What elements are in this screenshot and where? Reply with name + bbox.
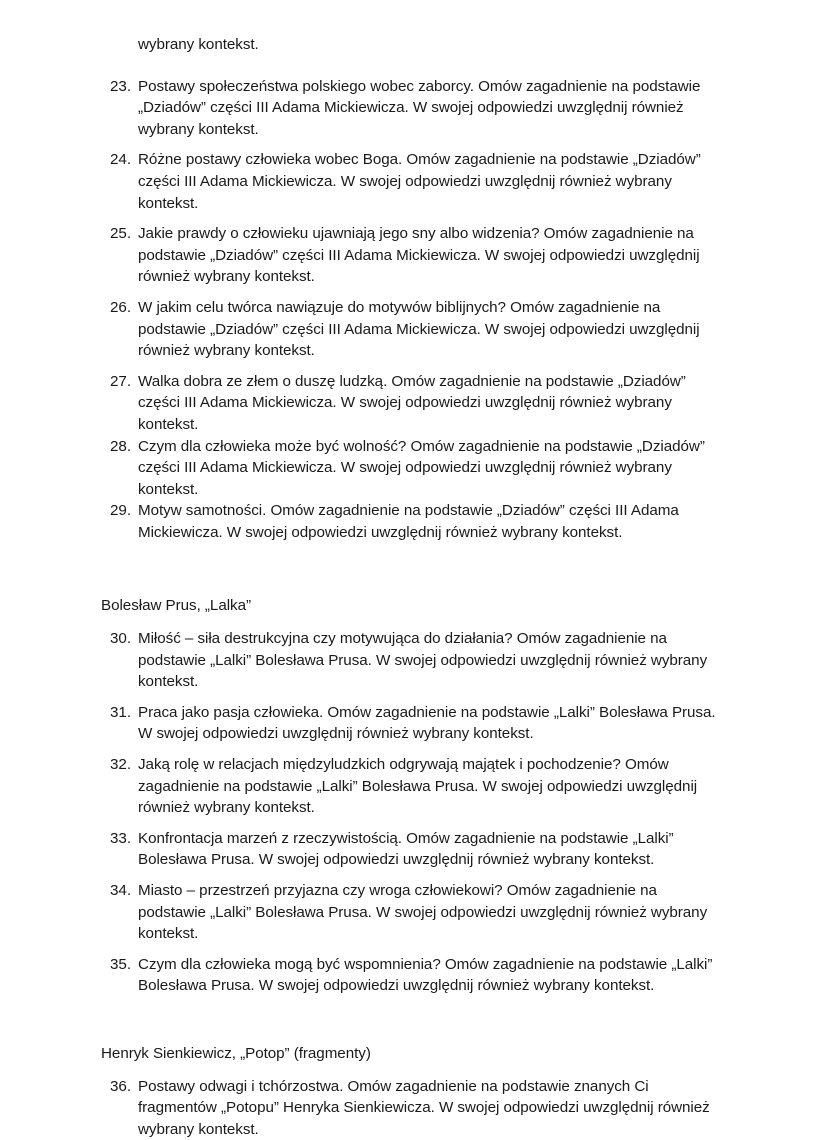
list-item [101, 1076, 723, 1140]
item-text: Konfrontacja marzeń z rzeczywistością. Omów zagadnienie na podstawie „Lalki” Bolesława Prusa. W swojej odpowiedzi uwzględnij również wybrany kontekst. [138, 829, 674, 869]
question-list-potop [101, 1076, 723, 1140]
question-list-lalka [101, 628, 723, 997]
item-text: Miłość – siła destrukcyjna czy motywująca do działania? Omów zagadnienie na podstawie „Lalki” Bolesława Prusa. W swojej odpowiedzi uwzględnij również wybrany kontekst. [138, 630, 708, 691]
item-number: 29. [110, 502, 131, 520]
item-text: Postawy odwagi i tchórzostwa. Omów zagadnienie na podstawie znanych Ci fragmentów „Potopu” Henryka Sienkiewicza. W swojej odpowiedzi uwzględnij również wybrany kontekst. [138, 1077, 710, 1138]
item-number: 25. [110, 225, 131, 243]
section-lalka [101, 595, 723, 997]
item-number: 31. [110, 703, 131, 721]
item-number: 35. [110, 955, 131, 973]
spacer [101, 617, 723, 628]
item-text: Jakie prawdy o człowieku ujawniają jego sny albo widzenia? Omów zagadnienie na podstawie „Dziadów” części III Adama Mickiewicza. W swojej odpowiedzi uwzględnij również wybrany kontekst. [138, 225, 700, 286]
section-heading-potop: Henryk Sienkiewicz, „Potop” (fragmenty) [101, 1044, 371, 1062]
item-number: 23. [110, 77, 131, 95]
page-content [101, 34, 723, 1140]
item-number: 33. [110, 829, 131, 847]
spacer [101, 1065, 723, 1076]
section-heading-lalka: Bolesław Prus, „Lalka” [101, 597, 251, 615]
item-text: Czym dla człowieka może być wolność? Omów zagadnienie na podstawie „Dziadów” części III Adama Mickiewicza. W swojej odpowiedzi uwzględnij również wybrany kontekst. [138, 437, 705, 498]
list-item [101, 754, 723, 819]
item-number: 30. [110, 630, 131, 648]
item-number: 26. [110, 298, 131, 316]
list-item [101, 500, 723, 543]
item-number: 32. [110, 756, 131, 774]
list-item [101, 828, 723, 871]
spacer [101, 543, 723, 595]
item-text: Jaką rolę w relacjach międzyludzkich odgrywają majątek i pochodzenie? Omów zagadnienie na podstawie „Lalki” Bolesława Prusa. W swojej odpowiedzi uwzględnij również wybrany kontekst. [138, 756, 698, 817]
list-item [101, 436, 723, 501]
item-text: Czym dla człowieka mogą być wspomnienia? Omów zagadnienie na podstawie „Lalki” Bolesława Prusa. W swojej odpowiedzi uwzględnij również wybrany kontekst. [138, 955, 713, 995]
question-list-dziady [101, 76, 723, 544]
item-text: Walka dobra ze złem o duszę ludzką. Omów zagadnienie na podstawie „Dziadów” części III Adama Mickiewicza. W swojej odpowiedzi uwzględnij również wybrany kontekst. [138, 372, 686, 433]
item-number: 24. [110, 151, 131, 169]
item-number: 34. [110, 882, 131, 899]
item-text: Postawy społeczeństwa polskiego wobec zaborcy. Omów zagadnienie na podstawie „Dziadów” części III Adama Mickiewicza. W swojej odpowiedzi uwzględnij również wybrany kontekst. [138, 77, 701, 138]
list-item [101, 223, 723, 288]
list-item [101, 297, 723, 362]
item-text: Praca jako pasja człowieka. Omów zagadnienie na podstawie „Lalki” Bolesława Prusa. W swojej odpowiedzi uwzględnij również wybrany kontekst. [138, 703, 716, 743]
list-item [101, 628, 723, 693]
list-item [101, 880, 723, 945]
item-number: 27. [110, 372, 131, 390]
list-item [101, 954, 723, 997]
spacer [101, 997, 723, 1043]
continuation-text: wybrany kontekst. [138, 36, 259, 53]
item-number: 36. [110, 1077, 131, 1095]
list-item [101, 76, 723, 141]
section-dziady [101, 76, 723, 544]
list-item [101, 702, 723, 745]
list-item [101, 149, 723, 214]
item-number: 28. [110, 437, 131, 455]
item-text: Motyw samotności. Omów zagadnienie na podstawie „Dziadów” części III Adama Mickiewicza. W swojej odpowiedzi uwzględnij również wybrany kontekst. [138, 502, 679, 541]
item-text: Miasto – przestrzeń przyjazna czy wroga człowiekowi? Omów zagadnienie na podstawie „Lalki” Bolesława Prusa. W swojej odpowiedzi uwzględnij również wybrany kontekst. [138, 882, 708, 943]
section-potop [101, 1043, 723, 1140]
item-text: W jakim celu twórca nawiązuje do motywów biblijnych? Omów zagadnienie na podstawie „Dziadów” części III Adama Mickiewicza. W swojej odpowiedzi uwzględnij również wybrany kontekst. [138, 298, 700, 360]
item-text: Różne postawy człowieka wobec Boga. Omów zagadnienie na podstawie „Dziadów” części III Adama Mickiewicza. W swojej odpowiedzi uwzględnij również wybrany kontekst. [138, 151, 701, 212]
spacer [101, 56, 723, 76]
list-item [101, 371, 723, 436]
